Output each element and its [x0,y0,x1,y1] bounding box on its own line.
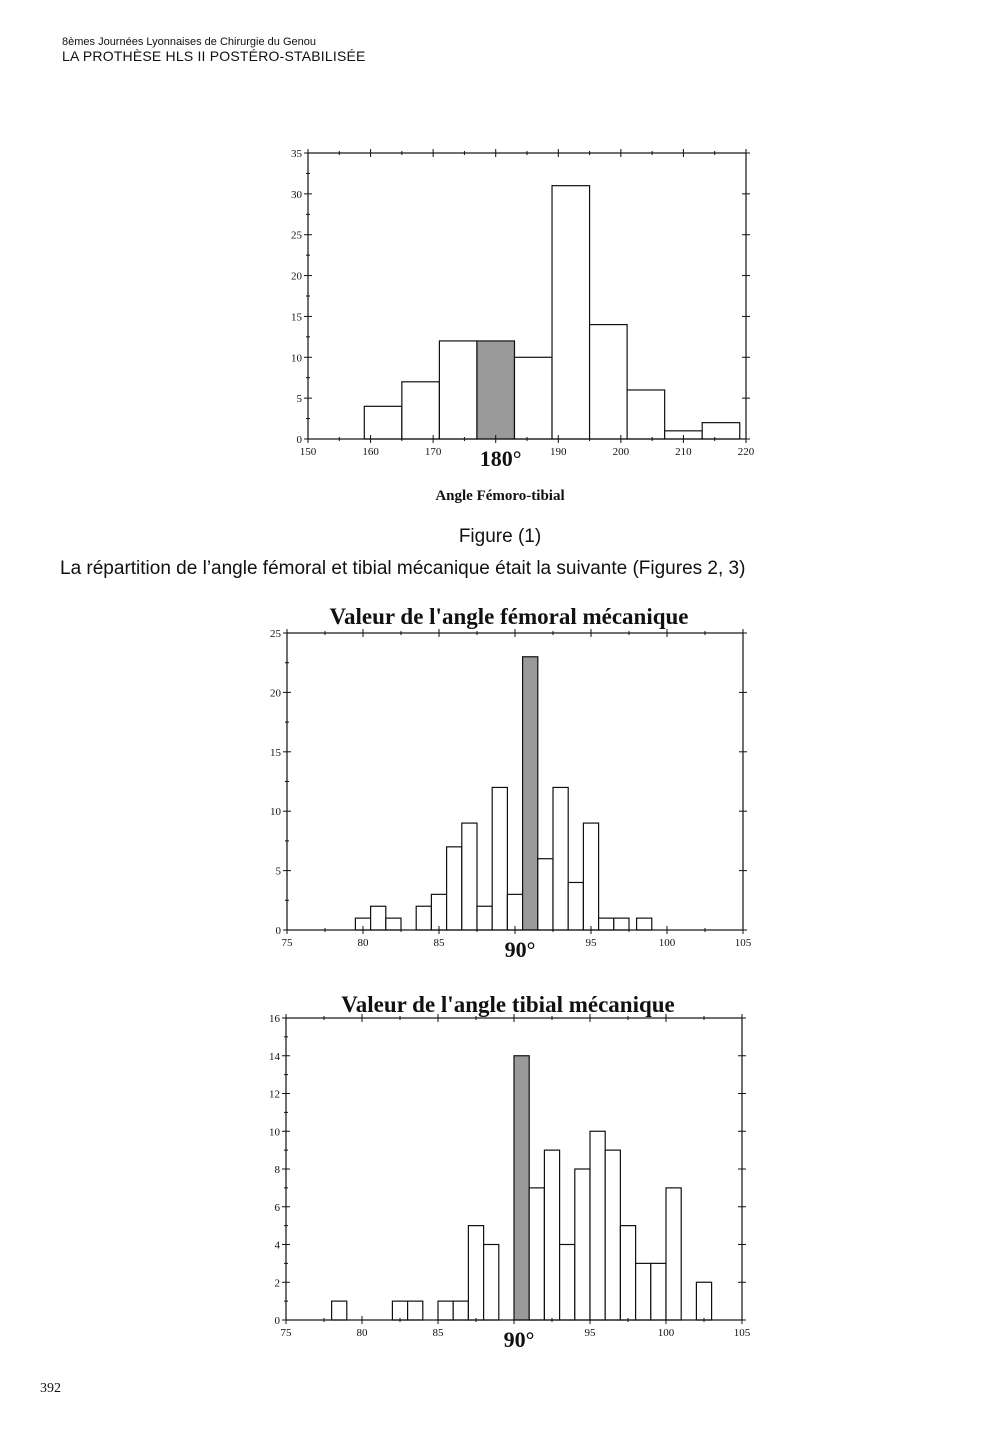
histogram-bar [552,186,590,439]
y-tick-label: 30 [291,188,302,201]
histogram-bar [477,906,492,930]
x-tick-label: 75 [281,937,293,949]
y-tick-label: 2 [274,1277,280,1290]
body-text: La répartition de l’angle fémoral et tibial mécanique était la suivante (Figures 2, 3) [60,558,746,579]
page-number: 392 [40,1381,61,1396]
histogram-bar [386,918,401,930]
y-tick-label: 25 [270,628,281,640]
histogram-bar [627,390,665,439]
highlighted-bar [523,657,538,930]
histogram-bar [553,787,568,930]
x-tick-label: 210 [675,446,692,458]
y-tick-label: 0 [275,925,281,937]
x-tick-label: 100 [658,937,676,949]
document-title: LA PROTHÈSE HLS II POSTÉRO-STABILISÉE [62,48,366,64]
y-tick-label: 10 [291,352,302,365]
histogram-bar [408,1301,423,1320]
x-tick-label: 80 [356,1327,368,1339]
x-tick-label: 85 [433,937,445,949]
histogram-bar [484,1245,499,1321]
histogram-bar [371,906,386,930]
y-tick-label: 15 [291,311,302,324]
histogram-bar [696,1282,711,1320]
chart-tibial-mechanical-angle [0,988,1000,1358]
x-tick-label: 170 [424,446,442,458]
y-tick-label: 16 [269,1013,280,1025]
histogram-bar [431,894,446,930]
histogram-bar [637,918,652,930]
histogram-bar [590,325,628,439]
chart-title: Valeur de l'angle tibial mécanique [341,992,675,1017]
x-tick-label-center: 180° [479,446,522,471]
y-tick-label: 14 [269,1050,280,1063]
histogram-bar [575,1169,590,1320]
x-tick-label: 220 [737,446,755,458]
y-tick-label: 4 [274,1239,280,1252]
histogram-bar [614,918,629,930]
y-tick-label: 20 [291,270,302,283]
histogram-bar [402,382,440,439]
histogram-bar [468,1226,483,1320]
histogram-bar [666,1188,681,1320]
y-tick-label: 15 [270,746,281,759]
y-tick-label: 0 [274,1315,280,1327]
x-tick-label: 80 [357,937,369,949]
histogram-bar [538,859,553,930]
x-tick-label: 160 [362,446,379,458]
y-tick-label: 20 [270,687,281,700]
histogram-bar [583,823,598,930]
histogram-bar [544,1150,559,1320]
histogram-bar [636,1263,651,1320]
highlighted-bar [477,341,515,439]
histogram-bar [702,423,740,439]
x-tick-label: 95 [585,937,597,949]
y-tick-label: 10 [269,1126,280,1139]
x-tick-label: 105 [733,1327,751,1339]
x-tick-label-center: 90° [503,1327,535,1352]
histogram-bar [364,406,402,439]
x-tick-label: 105 [734,937,752,949]
y-tick-label: 10 [270,806,281,819]
histogram-bar [392,1301,407,1320]
histogram-bar [605,1150,620,1320]
y-tick-label: 25 [291,229,302,242]
x-tick-label: 190 [550,446,567,458]
histogram-bar [332,1301,347,1320]
histogram-bar [447,847,462,930]
page-header [62,36,366,64]
x-tick-label: 75 [280,1327,292,1339]
y-tick-label: 6 [274,1201,280,1214]
histogram-bar [514,357,552,439]
chart-femoral-mechanical-angle [0,600,1000,970]
histogram-bar [620,1226,635,1320]
plot-frame [287,633,743,930]
x-tick-label: 100 [657,1327,675,1339]
histogram-bar [462,823,477,930]
histogram-bar [416,906,431,930]
y-tick-label: 0 [296,434,302,446]
histogram-bar [439,341,477,439]
x-tick-label: 95 [584,1327,596,1339]
y-tick-label: 5 [296,393,302,406]
y-tick-label: 12 [269,1088,280,1101]
figure-caption: Figure (1) [458,526,542,547]
histogram-bar [651,1263,666,1320]
y-tick-label: 5 [275,865,281,878]
histogram-bar [507,894,522,930]
y-tick-label: 35 [291,148,302,160]
x-tick-label: 150 [299,446,317,458]
chart-femoro-tibial-angle [0,140,1000,480]
x-tick-label-center: 90° [504,937,536,962]
chart-femoro-tibial-xlabel: Angle Fémoro-tibial [435,488,565,504]
highlighted-bar [514,1056,529,1320]
histogram-bar [568,882,583,930]
histogram-bar [529,1188,544,1320]
histogram-bar [590,1131,605,1320]
histogram-bar [492,787,507,930]
histogram-bar [560,1245,575,1321]
x-tick-label: 85 [432,1327,444,1339]
x-tick-label: 200 [612,446,630,458]
chart-title: Valeur de l'angle fémoral mécanique [329,604,689,629]
y-tick-label: 8 [274,1164,280,1176]
histogram-bar [599,918,614,930]
histogram-bar [453,1301,468,1320]
histogram-bar [438,1301,453,1320]
conference-name: 8èmes Journées Lyonnaises de Chirurgie du Genou [62,36,316,48]
